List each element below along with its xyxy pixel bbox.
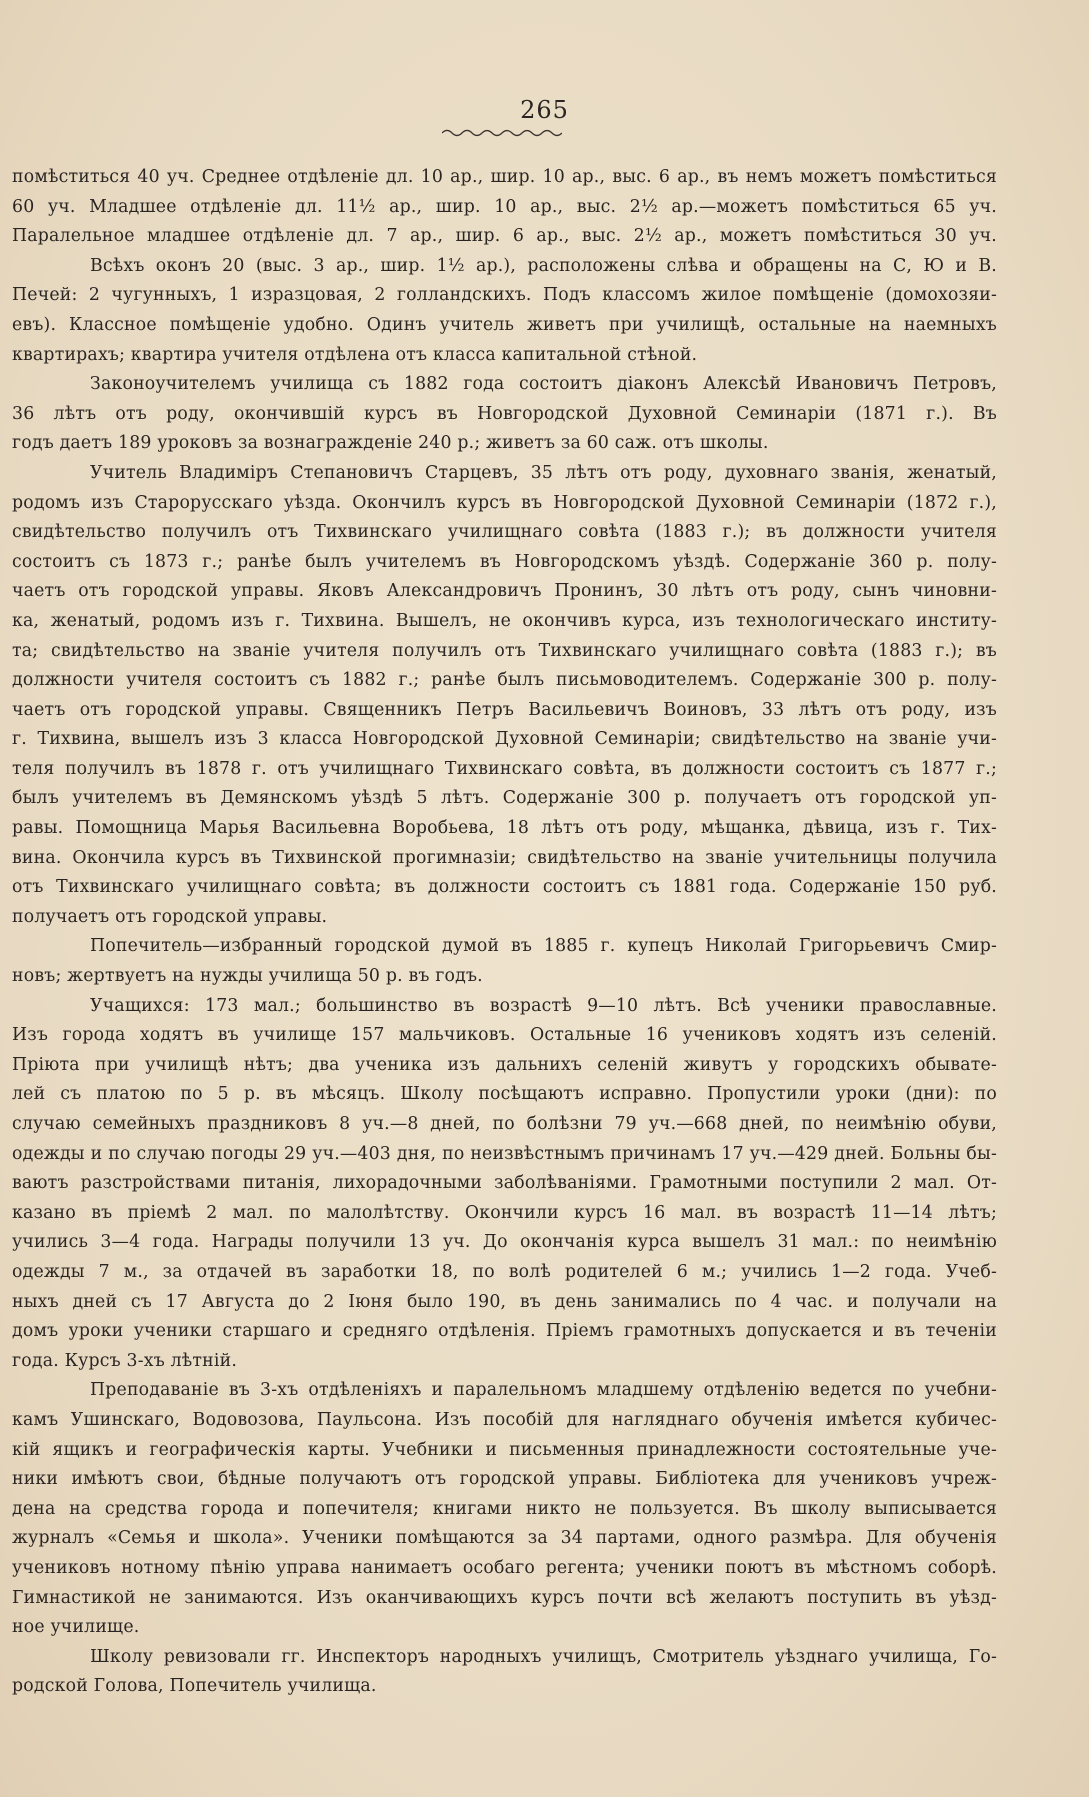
paragraph-first-line: Учащихся: 173 мал.; большинство въ возрастѣ 9—10 лѣтъ. Всѣ ученики православные. xyxy=(90,995,997,1016)
text-line: Гимнастикой не занимаются. Изъ оканчивающихъ курсъ почти всѣ желаютъ поступить въ уѣзд- xyxy=(12,1587,997,1608)
text-line: случаю семейныхъ праздниковъ 8 уч.—8 дней, по болѣзни 79 уч.—668 дней, по неимѣнію обуви, xyxy=(12,1114,997,1134)
text-line: лей съ платою по 5 р. въ мѣсяцъ. Школу посѣщаютъ исправно. Пропустили уроки (дни): по xyxy=(12,1084,997,1105)
body-text xyxy=(12,163,997,1702)
text-line: помѣститься 40 уч. Среднее отдѣленіе дл. 10 ар., шир. 10 ар., выс. 6 ар., въ немъ можетъ помѣститься xyxy=(12,167,997,187)
text-line: казано въ пріемѣ 2 мал. по малолѣтству. Окончили курсъ 16 мал. въ возрастѣ 11—14 лѣтъ; xyxy=(12,1202,997,1223)
wavy-rule-ornament xyxy=(442,128,562,138)
text-line: ныхъ дней съ 17 Августа до 2 Іюня было 190, въ день занимались по 4 час. и получали на xyxy=(12,1291,997,1312)
text-line: Печей: 2 чугунныхъ, 1 изразцовая, 2 голландскихъ. Подъ классомъ жилое помѣщеніе (домохозяи- xyxy=(12,285,997,306)
text-line: одежды 7 м., за отдачей въ заработки 18, по волѣ родителей 6 м.; учились 1—2 года. Учеб- xyxy=(12,1261,997,1282)
text-line: чаетъ отъ городской управы. Священникъ Петръ Васильевичъ Воиновъ, 33 лѣтъ отъ роду, изъ xyxy=(12,699,997,720)
text-line: вина. Окончила курсъ въ Тихвинской прогимназіи; свидѣтельство на званіе учительницы получила xyxy=(12,847,997,868)
text-line: учились 3—4 года. Награды получили 13 уч. До окончанія курса вышелъ 31 мал.: по неимѣнію xyxy=(12,1232,997,1253)
text-line: ка, женатый, родомъ изъ г. Тихвина. Вышелъ, не окончивъ курса, изъ технологическаго институ- xyxy=(12,610,997,631)
text-line: журналъ «Семья и школа». Ученики помѣщаются за 34 партами, одного размѣра. Для обученія xyxy=(12,1528,997,1549)
text-line: ное училище. xyxy=(12,1617,140,1638)
text-line: отъ Тихвинскаго училищнаго совѣта; въ должности состоитъ съ 1881 года. Содержаніе 150 руб. xyxy=(12,877,997,898)
text-line: родомъ изъ Старорусскаго уѣзда. Окончилъ курсъ въ Новгородской Духовной Семинаріи (1872 г.), xyxy=(12,492,997,513)
text-line: домъ уроки ученики старшаго и средняго отдѣленія. Пріемъ грамотныхъ допускается и въ теченіи xyxy=(12,1321,997,1342)
text-line: года. Курсъ 3-хъ лѣтній. xyxy=(12,1350,238,1371)
text-line: годъ даетъ 189 уроковъ за вознагражденіе 240 р.; живетъ за 60 саж. отъ школы. xyxy=(12,433,769,454)
text-line: ники имѣютъ свои, бѣдные получаютъ отъ городской управы. Библіотека для учениковъ учреж- xyxy=(12,1469,997,1490)
paragraph-first-line: Законоучителемъ училища съ 1882 года состоитъ діаконъ Алексѣй Ивановичъ Петровъ, xyxy=(90,374,997,395)
paragraph-first-line: Преподаваніе въ 3-хъ отдѣленіяхъ и паралельномъ младшему отдѣленію ведется по учебни- xyxy=(90,1380,997,1401)
paragraph-first-line: Попечитель—избранный городской думой въ 1885 г. купецъ Николай Григорьевичъ Смир- xyxy=(90,936,997,957)
text-line: родской Голова, Попечитель училища. xyxy=(12,1676,377,1697)
text-line: евъ). Классное помѣщеніе удобно. Одинъ учитель живетъ при училищѣ, остальные на наемныхъ xyxy=(12,314,997,335)
text-line: та; свидѣтельство на званіе учителя получилъ отъ Тихвинскаго училищнаго совѣта (1883 г.); въ xyxy=(12,640,997,661)
text-line: 36 лѣтъ отъ роду, окончившій курсъ въ Новгородской Духовной Семинаріи (1871 г.). Въ xyxy=(12,403,997,424)
text-line: одежды и по случаю погоды 29 уч.—403 дня, по неизвѣстнымъ причинамъ 17 уч.—429 дней. Больны бы- xyxy=(12,1143,997,1164)
text-line: новъ; жертвуетъ на нужды училища 50 р. въ годъ. xyxy=(12,966,483,987)
text-line: былъ учителемъ въ Демянскомъ уѣздѣ 5 лѣтъ. Содержаніе 300 р. получаетъ отъ городской уп- xyxy=(12,788,997,809)
text-line: камъ Ушинскаго, Водовозова, Паульсона. Изъ пособій для нагляднаго обученія имѣется кубичес- xyxy=(12,1409,997,1430)
text-line: получаетъ отъ городской управы. xyxy=(12,906,328,927)
text-line: Пріюта при училищѣ нѣтъ; два ученика изъ дальнихъ селеній живутъ у городскихъ обывате- xyxy=(12,1054,997,1075)
text-line: свидѣтельство получилъ отъ Тихвинскаго училищнаго совѣта (1883 г.); въ должности учителя xyxy=(12,522,997,543)
text-line: Изъ города ходятъ въ училище 157 мальчиковъ. Остальные 16 учениковъ ходятъ изъ селеній. xyxy=(12,1025,997,1046)
text-line: дена на средства города и попечителя; книгами никто не пользуется. Въ школу выписывается xyxy=(12,1498,997,1519)
text-line: квартирахъ; квартира учителя отдѣлена отъ класса капитальной стѣной. xyxy=(12,344,698,365)
paragraph-first-line: Школу ревизовали гг. Инспекторъ народныхъ училищъ, Смотритель уѣзднаго училища, Го- xyxy=(90,1646,997,1667)
page-number: 265 xyxy=(520,96,569,124)
text-line: чаетъ отъ городской управы. Яковъ Александровичъ Пронинъ, 30 лѣтъ отъ роду, сынъ чиновни- xyxy=(12,581,997,602)
text-line: учениковъ нотному пѣнію управа нанимаетъ особаго регента; ученики поютъ въ мѣстномъ соборѣ. xyxy=(12,1557,997,1578)
text-line: 60 уч. Младшее отдѣленіе дл. 11½ ар., шир. 10 ар., выс. 2½ ар.—можетъ помѣститься 65 уч. xyxy=(12,196,997,217)
text-line: теля получилъ въ 1878 г. отъ училищнаго Тихвинскаго совѣта, въ должности состоитъ съ 1877 г.; xyxy=(12,758,997,779)
text-line: равы. Помощница Марья Васильевна Воробьева, 18 лѣтъ отъ роду, мѣщанка, дѣвица, изъ г. Тих- xyxy=(12,818,997,839)
text-line: ваютъ разстройствами питанія, лихорадочными заболѣваніями. Грамотными поступили 2 мал. От- xyxy=(12,1173,997,1194)
text-line: г. Тихвина, вышелъ изъ 3 класса Новгородской Духовной Семинаріи; свидѣтельство на званіе учи- xyxy=(12,729,997,750)
text-line: Паралельное младшее отдѣленіе дл. 7 ар., шир. 6 ар., выс. 2½ ар., можетъ помѣститься 30 уч. xyxy=(12,226,997,247)
text-line: кій ящикъ и географическія карты. Учебники и письменныя принадлежности состоятельные уче- xyxy=(12,1439,997,1460)
text-line: состоитъ съ 1873 г.; ранѣе былъ учителемъ въ Новгородскомъ уѣздѣ. Содержаніе 360 р. полу- xyxy=(12,551,997,572)
paragraph-first-line: Всѣхъ оконъ 20 (выс. 3 ар., шир. 1½ ар.), расположены слѣва и обращены на С, Ю и В. xyxy=(90,255,997,276)
paragraph-first-line: Учитель Владиміръ Степановичъ Старцевъ, 35 лѣтъ отъ роду, духовнаго званія, женатый, xyxy=(90,462,997,483)
text-line: должности учителя состоитъ съ 1882 г.; ранѣе былъ письмоводителемъ. Содержаніе 300 р. полу- xyxy=(12,670,997,691)
